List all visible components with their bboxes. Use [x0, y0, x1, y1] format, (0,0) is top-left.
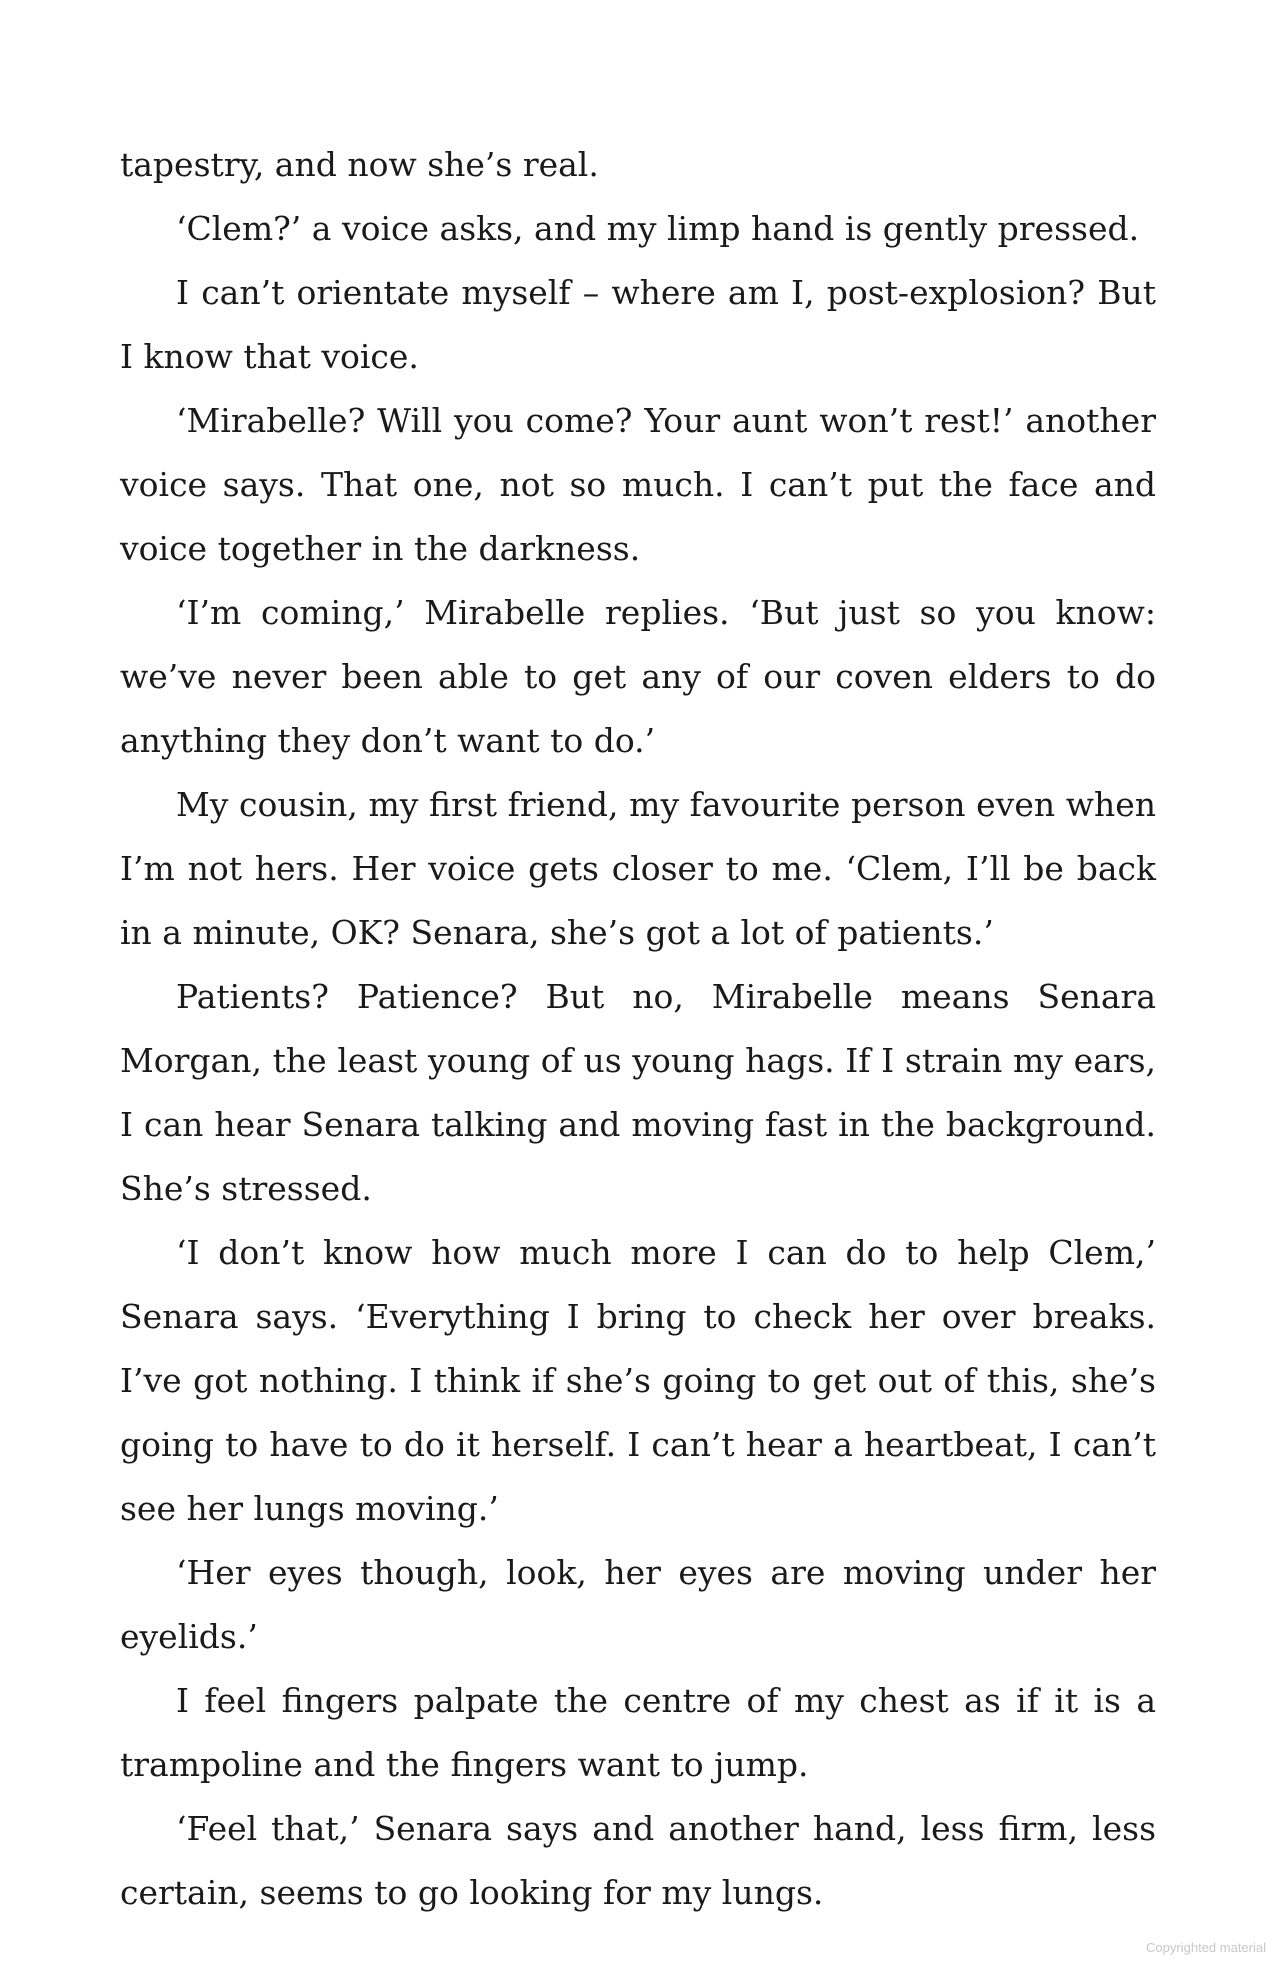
- paragraph: tapestry, and now she’s real.: [120, 145, 599, 184]
- paragraph: My cousin, my first friend, my favourite person even when I’m not hers. Her voice gets closer to me. ‘Clem, I’ll be back in a minute, OK? Senara, she’s got a lot of patients.’: [120, 785, 1156, 952]
- body-text: [120, 133, 1156, 1925]
- paragraph: ‘Her eyes though, look, her eyes are moving under her eyelids.’: [120, 1553, 1156, 1656]
- paragraph: I can’t orientate myself – where am I, post-explosion? But I know that voice.: [120, 273, 1156, 376]
- copyright-watermark: Copyrighted material: [1146, 1940, 1266, 1955]
- paragraph: ‘I don’t know how much more I can do to help Clem,’ Senara says. ‘Everything I bring to check her over breaks. I’ve got nothing. I think if she’s going to get out of this, she’s going to have to do it herself. I can’t hear a heartbeat, I can’t see her lungs moving.’: [120, 1233, 1156, 1528]
- paragraph: Patients? Patience? But no, Mirabelle means Senara Morgan, the least young of us young hags. If I strain my ears, I can hear Senara talking and moving fast in the background. She’s stressed.: [120, 977, 1156, 1208]
- paragraph: ‘I’m coming,’ Mirabelle replies. ‘But just so you know: we’ve never been able to get any of our coven elders to do anything they don’t want to do.’: [120, 593, 1156, 760]
- paragraph: ‘Feel that,’ Senara says and another hand, less firm, less certain, seems to go looking for my lungs.: [120, 1809, 1156, 1912]
- paragraph: I feel fingers palpate the centre of my chest as if it is a trampoline and the fingers want to jump.: [120, 1681, 1156, 1784]
- paragraph: ‘Clem?’ a voice asks, and my limp hand is gently pressed.: [176, 209, 1140, 248]
- paragraph: ‘Mirabelle? Will you come? Your aunt won’t rest!’ another voice says. That one, not so much. I can’t put the face and voice together in the darkness.: [120, 401, 1156, 568]
